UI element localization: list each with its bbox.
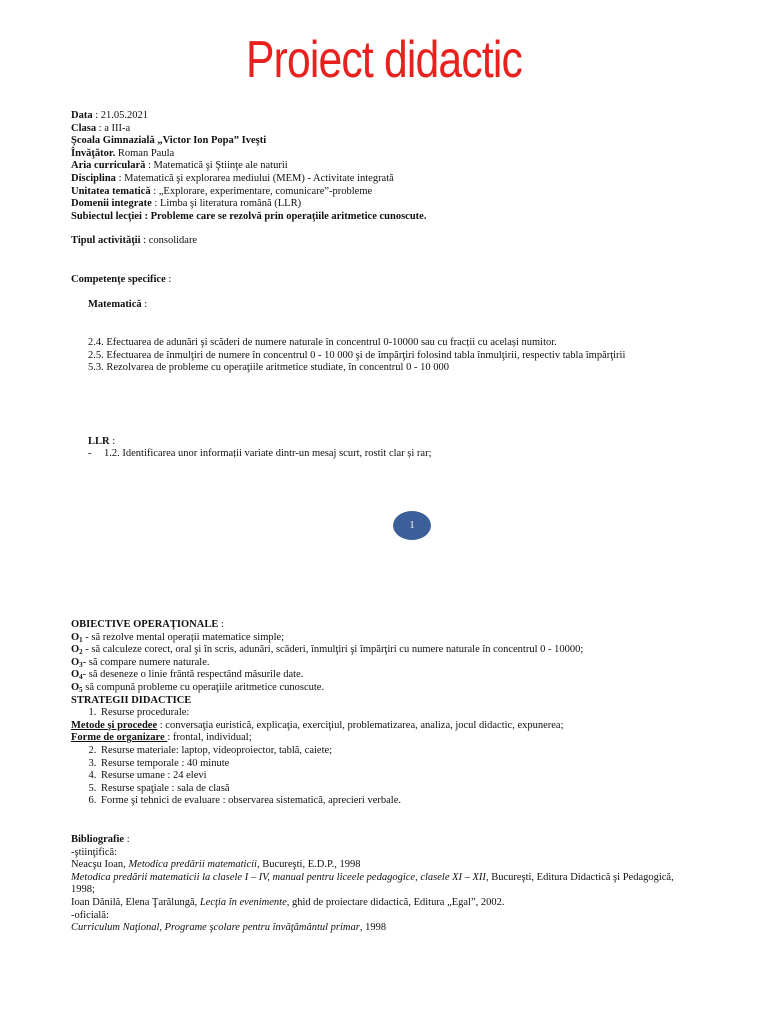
activity-type-line	[71, 235, 731, 248]
class-line	[71, 123, 731, 136]
methods-value: : conversaţia euristică, explicaţia, exerciţiul, problematizarea, analiza, jocul didactic, expunerea;	[157, 719, 564, 731]
ref-year: 1998;	[71, 884, 95, 896]
bibliography-ref	[71, 872, 741, 897]
ref-title: Curriculum Naţional, Programe şcolare pentru învăţământul primar	[71, 922, 360, 934]
objective-index: 5	[79, 685, 83, 694]
ref-details: , ghid de proiectare didactică, Editura „Egal”, 2002.	[286, 896, 505, 908]
organization-forms-label: Forme de organizare	[71, 732, 168, 744]
ref-title: Metodica predării matematicii	[128, 859, 257, 871]
curricular-area-label: Aria curriculară	[71, 160, 146, 172]
strategies-list	[71, 745, 731, 808]
objective-code: O	[71, 644, 80, 656]
objective-index: 1	[79, 635, 83, 644]
ref-title: Lecţia în evenimente	[199, 896, 287, 908]
objective-item	[71, 632, 731, 645]
official-label: -oficială:	[71, 909, 109, 921]
bibliography-ref	[71, 922, 741, 935]
objective-index: 2	[79, 648, 83, 657]
organization-forms-line	[71, 732, 731, 745]
activity-type-label: Tipul activităţii	[71, 235, 141, 247]
strategy-item: 2. Resurse materiale: laptop, videoproiector, tablă, caiete;	[99, 745, 731, 758]
lesson-subject-line: Subiectul lecţiei : Probleme care se rezolvă prin operaţiile aritmetice cunoscute.	[71, 210, 427, 222]
thematic-unit-value: : „Explorare, experimentare, comunicare”-probleme	[150, 185, 373, 197]
organization-forms-value: : frontal, individual;	[167, 732, 252, 744]
objective-item	[71, 669, 731, 682]
objective-code: O	[71, 669, 80, 681]
strategy-item: 3. Resurse temporale : 40 minute	[99, 758, 731, 771]
objective-item	[71, 644, 731, 657]
date-label: Data	[71, 110, 93, 121]
thematic-unit-label: Unitatea tematică	[71, 185, 151, 197]
discipline-label: Disciplina	[71, 172, 116, 184]
objective-text: - să calculeze corect, oral şi în scris, adunări, scăderi, înmulţiri şi împărţiri cu numere naturale în concentrul 0 - 10000;	[82, 644, 584, 656]
objective-code: O	[71, 681, 80, 693]
bibliography-ref	[71, 897, 741, 910]
class-value: : a III-a	[96, 122, 131, 134]
ref-details: , Bucureşti, E.D.P., 1998	[256, 859, 361, 871]
objective-item	[71, 657, 731, 670]
objectives-title: OBIECTIVE OPERAŢIONALE	[71, 619, 219, 630]
competences-title-suffix: :	[165, 274, 172, 285]
math-title-suffix: :	[141, 299, 148, 310]
bibliography-section	[71, 834, 741, 935]
ref-details: , 1998	[359, 922, 387, 934]
strategies-list-first	[71, 707, 731, 720]
math-heading	[88, 299, 748, 312]
ref-author: Neacşu Ioan,	[71, 859, 129, 871]
objective-code: O	[71, 631, 80, 643]
curricular-area-line	[71, 160, 731, 173]
header-info	[71, 110, 731, 248]
llr-item-text: 1.2. Identificarea unor informații variate dintr-un mesaj scurt, rostit clar și rar;	[104, 448, 432, 459]
math-title: Matematică	[88, 299, 142, 310]
teacher-value: Roman Paula	[115, 147, 175, 159]
objective-text: - să deseneze o linie frântă respectând măsurile date.	[82, 669, 304, 681]
date-line	[71, 110, 731, 123]
discipline-line	[71, 173, 731, 186]
class-label: Clasa	[71, 122, 97, 134]
methods-label: Metode şi procedee	[71, 719, 158, 731]
bibliography-heading	[71, 834, 741, 847]
integrated-domains-line	[71, 198, 731, 211]
methods-line	[71, 720, 731, 733]
objectives-section	[71, 619, 731, 808]
math-competence-item: 2.5. Efectuarea de înmulţiri de numere în concentrul 0 - 10 000 şi de împărţiri folosind tabla înmulţirii, respectiv tabla împărţirii	[88, 349, 626, 361]
curricular-area-value: : Matematică şi Ştiinţe ale naturii	[145, 160, 288, 172]
objective-text: să compună probleme cu operaţiile aritmetice cunoscute.	[82, 681, 325, 693]
math-competences-list	[88, 337, 748, 375]
llr-item	[88, 448, 748, 461]
objective-text: - să rezolve mental operații matematice simple;	[82, 631, 285, 643]
date-value: : 21.05.2021	[92, 110, 149, 121]
objective-item	[71, 682, 731, 695]
bibliography-title: Bibliografie	[71, 834, 125, 845]
teacher-line	[71, 148, 731, 161]
strategy-item: 5. Resurse spaţiale : sala de clasă	[99, 783, 731, 796]
bibliography-ref	[71, 859, 741, 872]
objective-index: 3	[79, 660, 83, 669]
objective-index: 4	[79, 673, 83, 682]
discipline-value: : Matematică şi explorarea mediului (MEM) - Activitate integrată	[115, 172, 394, 184]
ref-title: Metodica predării matematicii la clasele I – IV, manual pentru liceele pedagogice, clasele XI – XII	[71, 871, 486, 883]
objective-code: O	[71, 656, 80, 668]
page-number-badge: 1	[393, 511, 431, 540]
competences-heading	[71, 274, 731, 287]
integrated-domains-value: : Limba şi literatura română (LLR)	[151, 198, 302, 210]
objectives-heading	[71, 619, 731, 632]
bibliography-title-suffix: :	[124, 834, 130, 845]
ref-author: Ioan Dănilă, Elena Ţarălungă,	[71, 896, 200, 908]
procedural-resources-item: 1. Resurse procedurale:	[99, 707, 731, 720]
strategy-item: 6. Forme şi tehnici de evaluare : observarea sistematică, aprecieri verbale.	[99, 795, 731, 808]
llr-bullet: -	[88, 448, 92, 459]
scientific-label: -ştiinţifică:	[71, 846, 118, 858]
strategies-heading: STRATEGII DIDACTICE	[71, 694, 192, 706]
math-competence-item: 2.4. Efectuarea de adunări şi scăderi de numere naturale în concentrul 0-10000 sau cu fracții cu același numitor.	[88, 337, 557, 348]
thematic-unit-line	[71, 186, 731, 199]
llr-title: LLR	[88, 436, 110, 447]
teacher-label: Învăţător.	[71, 147, 116, 159]
math-competence-item: 5.3. Rezolvarea de probleme cu operaţiile aritmetice studiate, în concentrul 0 - 10 000	[88, 362, 449, 374]
school-line: Şcoala Gimnazială „Victor Ion Popa” Iveşti	[71, 135, 267, 147]
activity-type-value: : consolidare	[140, 235, 198, 247]
llr-heading	[88, 436, 748, 449]
objective-text: - să compare numere naturale.	[82, 656, 210, 668]
integrated-domains-label: Domenii integrate	[71, 198, 152, 210]
objectives-title-suffix: :	[218, 619, 224, 630]
ref-details: , Bucureşti, Editura Didactică şi Pedagogică,	[485, 871, 674, 883]
competences-title: Competenţe specifice	[71, 274, 166, 285]
llr-title-suffix: :	[109, 436, 116, 447]
strategy-item: 4. Resurse umane : 24 elevi	[99, 770, 731, 783]
document-title: Proiect didactic	[245, 31, 523, 89]
